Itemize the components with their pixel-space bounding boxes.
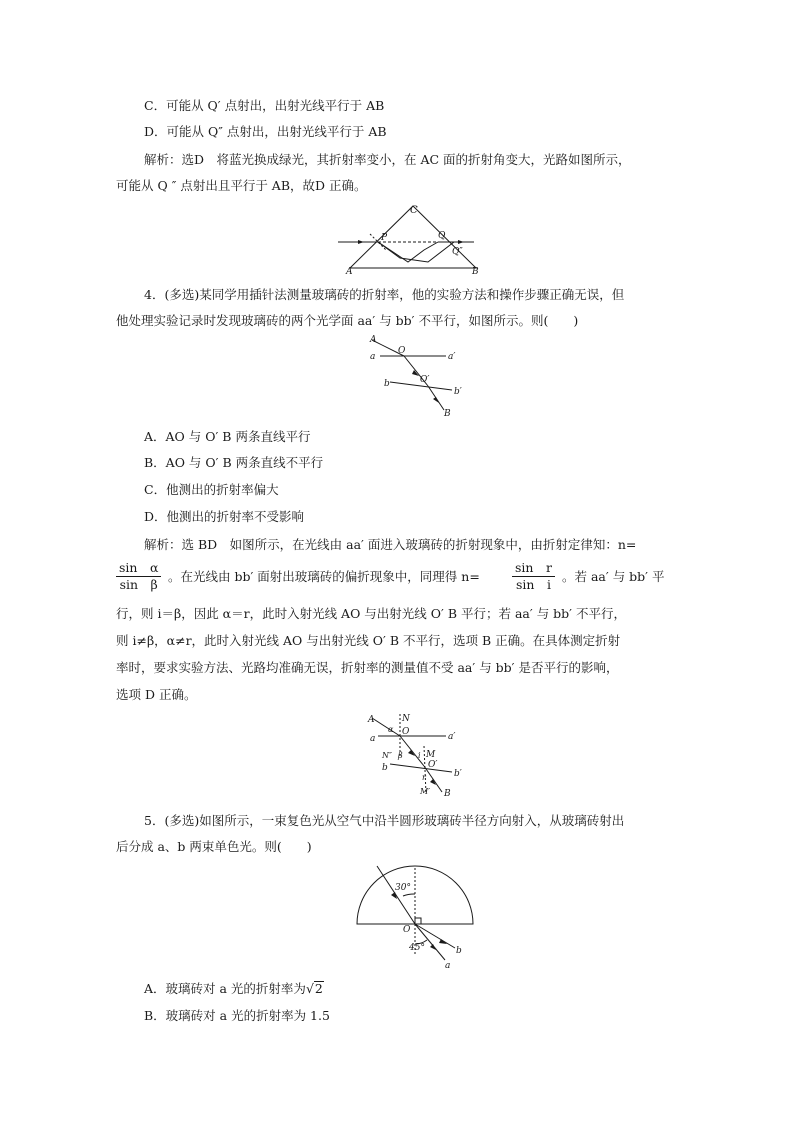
q5-stem-line1: 5．(多选)如图所示，一束复色光从空气中沿半圆形玻璃砖半径方向射入，从玻璃砖射出: [144, 813, 625, 828]
q4-option-c: C．他测出的折射率偏大: [144, 482, 279, 497]
label-ap: a′: [448, 732, 456, 742]
label-Qpp: Q″: [452, 247, 463, 257]
label-b: b: [456, 946, 462, 956]
q3-option-c: C．可能从 Q′ 点射出，出射光线平行于 AB: [144, 98, 385, 113]
q4-analysis-line3: 行，则 i＝β，因此 α＝r，此时入射光线 AO 与出射光线 O′ B 平行；若 aa′ 与 bb′ 不平行，: [116, 606, 626, 621]
label-B: B: [472, 267, 479, 277]
label-b: b: [384, 379, 390, 389]
q4-glass-figure: [368, 335, 468, 419]
label-a: a: [445, 961, 451, 971]
q5-option-a: [144, 980, 324, 998]
q5-stem-line2: 后分成 a、b 两束单色光。则( ): [116, 839, 312, 854]
label-B: B: [444, 789, 451, 799]
fraction2-denominator: sin i: [515, 577, 551, 592]
q4-stem-line2: 他处理实验记录时发现玻璃砖的两个光学面 aa′ 与 bb′ 不平行，如图所示。则( ): [116, 313, 579, 328]
semicircle-glass: [357, 866, 473, 924]
right-angle-mark: [415, 918, 421, 924]
q3-analysis-line1: 解析：选D 将蓝光换成绿光，其折射率变小，在 AC 面的折射角变大，光路如图所示，: [144, 152, 631, 167]
label-P: P: [381, 233, 388, 243]
label-N: N: [402, 714, 410, 724]
ray-AO: [372, 718, 400, 736]
label-Op: O′: [428, 760, 438, 770]
fraction-sin-r-over-sin-i: [512, 560, 555, 593]
q3-option-d: D．可能从 Q″ 点射出，出射光线平行于 AB: [144, 124, 387, 139]
label-Q: Q: [438, 231, 446, 241]
label-M: M: [426, 750, 436, 760]
q4-option-b: B．AO 与 O′ B 两条直线不平行: [144, 455, 324, 470]
fraction1-denominator: sin β: [119, 577, 158, 592]
surface-bb: [390, 764, 452, 772]
label-45deg: 45°: [409, 943, 425, 953]
q4-option-a: A．AO 与 O′ B 两条直线平行: [144, 429, 311, 444]
label-30deg: 30°: [395, 883, 411, 893]
label-B: B: [444, 409, 451, 419]
q3-prism-figure: [338, 202, 488, 278]
q5-semicircle-figure: [355, 862, 475, 972]
label-Npp: N″: [382, 751, 392, 760]
label-b: b: [382, 763, 388, 773]
q4-analysis-line6: 选项 D 正确。: [116, 687, 197, 702]
label-bp: b′: [454, 387, 462, 397]
label-A: A: [368, 715, 375, 725]
label-C: C: [410, 205, 418, 216]
q4-option-d: D．他测出的折射率不受影响: [144, 509, 305, 524]
q4-analysis-line4: 则 i≠β，α≠r，此时入射光线 AO 与出射光线 O′ B 不平行，选项 B 正确。在具体测定折射: [116, 633, 621, 648]
q3-analysis-line2: 可能从 Q ″ 点射出且平行于 AB，故D 正确。: [116, 178, 367, 193]
label-O: O: [398, 346, 406, 356]
q4-analysis-figure: [366, 712, 466, 798]
label-bp: b′: [454, 769, 462, 779]
label-a: a: [370, 734, 376, 744]
sqrt-radicand: 2: [314, 981, 323, 996]
incident-ray: [377, 866, 415, 924]
q4-analysis-line2a: 。在光线由 bb′ 面射出玻璃砖的偏折现象中，同理得 n=: [168, 569, 480, 584]
label-ap: a′: [448, 352, 456, 362]
label-A: A: [370, 335, 377, 345]
q5-option-b: B．玻璃砖对 a 光的折射率为 1.5: [144, 1008, 330, 1023]
label-O: O: [403, 925, 411, 935]
q5-option-a-text: A．玻璃砖对 a 光的折射率为: [144, 981, 306, 996]
label-beta: β: [398, 751, 403, 760]
q4-analysis-line2b: 。若 aa′ 与 bb′ 平: [562, 569, 665, 584]
q4-stem-line1: 4．(多选)某同学用插针法测量玻璃砖的折射率，他的实验方法和操作步骤正确无误，但: [144, 287, 625, 302]
q4-analysis-line5: 率时，要求实验方法、光路均准确无误，折射率的测量值不受 aa′ 与 bb′ 是否平行的影响，: [116, 660, 619, 675]
label-O: O: [402, 727, 410, 737]
label-r: r: [422, 773, 426, 782]
label-A: A: [346, 267, 353, 277]
fraction2-numerator: sin r: [512, 560, 555, 577]
fraction-sin-alpha-over-sin-beta: [116, 560, 161, 593]
label-alpha: α: [388, 725, 394, 734]
sqrt-sign: √: [305, 981, 314, 996]
label-a: a: [370, 352, 376, 362]
q4-analysis-line1: 解析：选 BD 如图所示，在光线由 aa′ 面进入玻璃砖的折射现象中，由折射定律知：n=: [144, 537, 637, 552]
label-Op: O′: [420, 375, 430, 385]
fraction1-numerator: sin α: [116, 560, 161, 577]
label-i: i: [418, 751, 421, 760]
arc-30: [403, 894, 415, 896]
label-Mp: M′: [420, 787, 431, 796]
